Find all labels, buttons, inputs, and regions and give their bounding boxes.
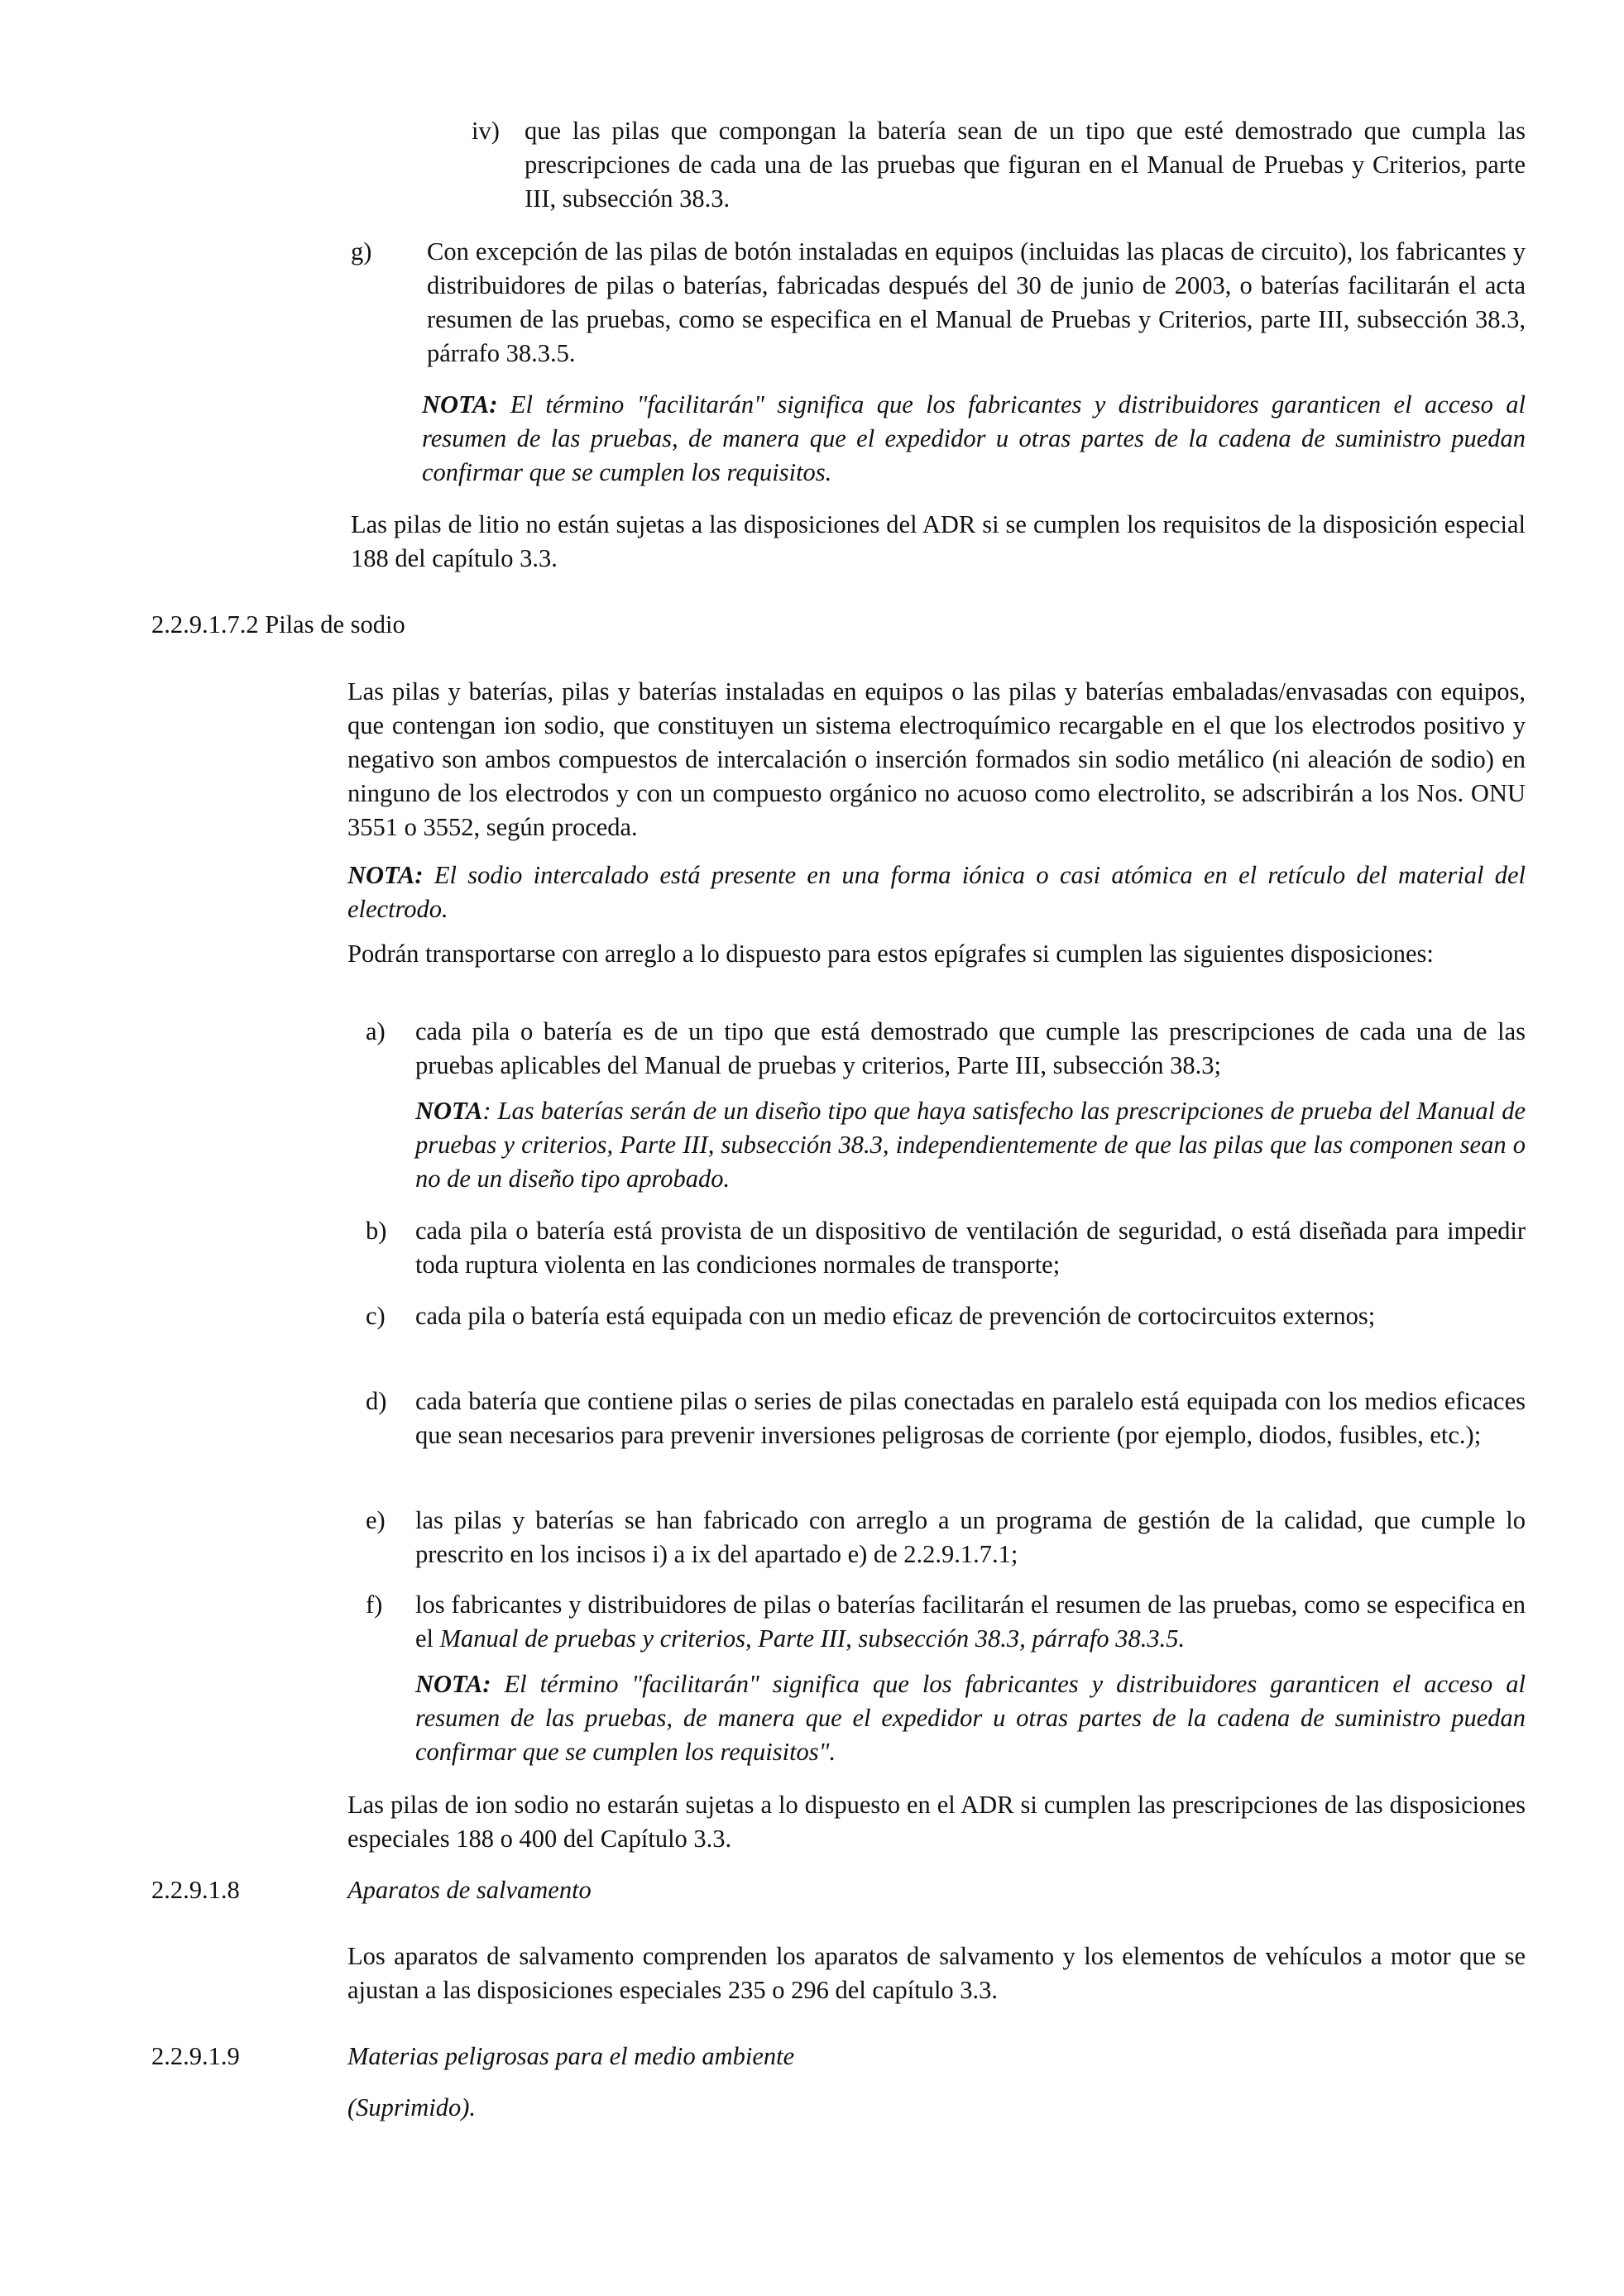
paragraph-sodio-2: Podrán transportarse con arreglo a lo dispuesto para estos epígrafes si cumplen las siguientes disposiciones:	[347, 940, 1434, 968]
paragraph-salvamento: Los aparatos de salvamento comprenden los aparatos de salvamento y los elementos de vehículos a motor que se ajustan a las disposiciones especiales 235 o 296 del capítulo 3.3.	[347, 1942, 1526, 2004]
section-number-229118: 2.2.9.1.8	[151, 1876, 240, 1904]
note-text: El término "facilitarán" significa que los fabricantes y distribuidores garanticen el acceso al resumen de las pruebas, de manera que el expedidor u otras partes de la cadena de suministro puedan confirmar que se cumplen los requisitos".	[415, 1670, 1526, 1766]
list-item-iv	[472, 114, 1526, 222]
list-item-c	[366, 1299, 1526, 1370]
list-item-d	[366, 1385, 1526, 1490]
section-title: Pilas de sodio	[265, 610, 405, 639]
section-number-229119: 2.2.9.1.9	[151, 2042, 240, 2070]
list-item-e	[366, 1504, 1526, 1575]
list-item-f	[366, 1588, 1526, 1659]
note-label: NOTA:	[347, 861, 424, 889]
note-a	[415, 1094, 1526, 1196]
list-item-label: a)	[366, 1017, 386, 1045]
list-item-label: f)	[366, 1590, 383, 1619]
note-f	[415, 1667, 1526, 1769]
list-item-a	[366, 1015, 1526, 1086]
list-item-text-plain: los fabricantes y distribuidores de pilas o baterías facilitarán el resumen de las pruebas, como se especifica en el	[415, 1590, 1526, 1653]
list-item-text: cada pila o batería está equipada con un medio eficaz de prevención de cortocircuitos externos;	[415, 1302, 1376, 1330]
list-item-text: cada pila o batería es de un tipo que está demostrado que cumple las prescripciones de cada una de las pruebas aplicables del Manual de pruebas y criterios, Parte III, subsección 38.3;	[415, 1017, 1526, 1079]
suprimido-text: (Suprimido).	[347, 2093, 477, 2121]
list-item-text	[415, 1588, 1526, 1656]
note-label: NOTA	[415, 1097, 483, 1125]
note-label: NOTA:	[422, 390, 498, 419]
list-item-text-italic: Manual de pruebas y criterios, Parte III, subsección 38.3, párrafo 38.3.5.	[439, 1624, 1186, 1653]
paragraph-sodio-1: Las pilas y baterías, pilas y baterías instaladas en equipos o las pilas y baterías embaladas/envasadas con equipos, que contengan ion sodio, que constituyen un sistema electroquímico recargable en el que los electrodos positivo y negativo son ambos compuestos de intercalación o inserción formados sin sodio metálico (ni aleación de sodio) en ninguno de los electrodos y con un compuesto orgánico no acuoso como electrolito, se adscribirán a los Nos. ONU 3551 o 3552, según proceda.	[347, 677, 1526, 841]
section-number: 2.2.9.1.7.2	[151, 610, 259, 639]
note-text: : Las baterías serán de un diseño tipo que haya satisfecho las prescripciones de prueba del Manual de pruebas y criterios, Parte III, subsección 38.3, independientemente de que las pilas que las componen sean o no de un diseño tipo aprobado.	[415, 1097, 1526, 1193]
list-item-label: d)	[366, 1387, 387, 1415]
list-item-label: e)	[366, 1506, 386, 1534]
list-item-label: c)	[366, 1302, 386, 1330]
list-item-label: g)	[351, 237, 372, 265]
list-item-g	[351, 235, 1526, 409]
list-item-b	[366, 1214, 1526, 1285]
section-title-229118: Aparatos de salvamento	[347, 1876, 592, 1904]
section-heading-2291172	[151, 608, 405, 642]
list-item-text: cada batería que contiene pilas o series de pilas conectadas en paralelo está equipada con los medios eficaces que sean necesarios para prevenir inversiones peligrosas de corriente (por ejemplo, diodos, fusibles, etc.);	[415, 1387, 1526, 1449]
paragraph-litio: Las pilas de litio no están sujetas a las disposiciones del ADR si se cumplen los requisitos de la disposición especial 188 del capítulo 3.3.	[351, 510, 1526, 572]
paragraph-sodio-3: Las pilas de ion sodio no estarán sujetas a lo dispuesto en el ADR si cumplen las prescripciones de las disposiciones especiales 188 o 400 del Capítulo 3.3.	[347, 1791, 1526, 1853]
list-item-text: que las pilas que compongan la batería sean de un tipo que esté demostrado que cumpla las prescripciones de cada una de las pruebas que figuran en el Manual de Pruebas y Criterios, parte III, subsección 38.3.	[525, 117, 1526, 213]
note-text: El término "facilitarán" significa que los fabricantes y distribuidores garanticen el acceso al resumen de las pruebas, de manera que el expedidor u otras partes de la cadena de suministro puedan confirmar que se cumplen los requisitos.	[422, 390, 1526, 486]
note-label: NOTA:	[415, 1670, 491, 1698]
list-item-text: las pilas y baterías se han fabricado con arreglo a un programa de gestión de la calidad, que cumple lo prescrito en los incisos i) a ix del apartado e) de 2.2.9.1.7.1;	[415, 1506, 1526, 1568]
list-item-text: Con excepción de las pilas de botón instaladas en equipos (incluidas las placas de circuito), los fabricantes y distribuidores de pilas o baterías, fabricadas después del 30 de junio de 2003, o baterías facilitarán el acta resumen de las pruebas, como se especifica en el Manual de Pruebas y Criterios, parte III, subsección 38.3, párrafo 38.3.5.	[427, 237, 1526, 367]
section-title-229119: Materias peligrosas para el medio ambiente	[347, 2042, 795, 2070]
list-item-label: b)	[366, 1217, 387, 1245]
note-g	[422, 388, 1526, 490]
note-sodio	[347, 859, 1526, 926]
note-text: El sodio intercalado está presente en una forma iónica o casi atómica en el retículo del material del electrodo.	[347, 861, 1526, 923]
list-item-text: cada pila o batería está provista de un dispositivo de ventilación de seguridad, o está diseñada para impedir toda ruptura violenta en las condiciones normales de transporte;	[415, 1217, 1526, 1279]
list-item-label: iv)	[472, 117, 500, 145]
